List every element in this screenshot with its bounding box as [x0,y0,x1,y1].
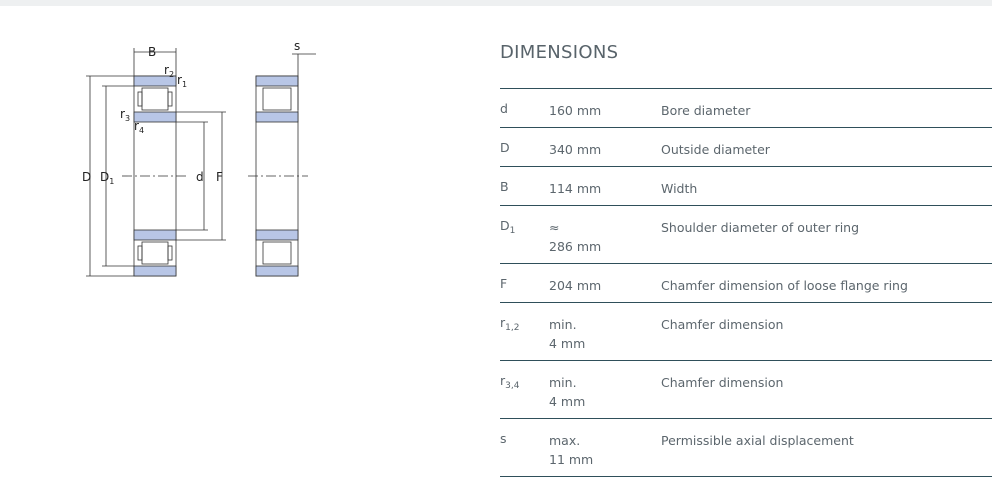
table-row [500,89,992,128]
dimensions-section [500,38,992,477]
top-bar [0,0,992,6]
row-amount: 4 mm [549,336,586,351]
r-roller-top [263,88,291,110]
row-amount: 160 mm [549,103,602,118]
row-value [549,89,661,128]
row-value [549,264,661,303]
bearing-cross-section-svg [60,30,360,300]
row-description: Outside diameter [661,128,992,167]
row-qualifier: max. [549,433,581,448]
table-row [500,264,992,303]
inner-ring-top [134,112,176,122]
row-value [549,361,661,419]
row-description: Bore diameter [661,89,992,128]
row-value [549,167,661,206]
roller-bottom [142,242,168,264]
outer-ring-bottom [134,266,176,276]
r-inner-ring-bottom [256,230,298,240]
flange-tr [168,92,172,106]
row-value [549,303,661,361]
row-symbol: d [500,89,549,128]
table-row [500,206,992,264]
row-qualifier: min. [549,375,577,390]
row-value [549,419,661,477]
label-r3: $r_3$ [120,107,131,123]
row-amount: 4 mm [549,394,586,409]
row-description: Chamfer dimension [661,361,992,419]
row-symbol: s [500,419,549,477]
row-amount: 204 mm [549,278,602,293]
row-amount: 286 mm [549,239,602,254]
table-row [500,303,992,361]
r-outer-ring-top [256,76,298,86]
row-symbol: $r_{1,2}$ [500,303,549,361]
row-description: Permissible axial displacement [661,419,992,477]
label-r1: $r_1$ [177,73,188,89]
bearing-drawing [60,30,360,300]
r-outer-ring-bottom [256,266,298,276]
row-qualifier: min. [549,317,577,332]
row-symbol: $r_{3,4}$ [500,361,549,419]
label-D1: $D_1$ [100,170,115,186]
row-symbol: $D_1$ [500,206,549,264]
label-r4: $r_4$ [134,119,145,135]
table-row [500,361,992,419]
section-title: DIMENSIONS [500,38,992,89]
label-B: B [148,45,157,59]
table-row [500,128,992,167]
row-description: Chamfer dimension [661,303,992,361]
inner-ring-bottom [134,230,176,240]
label-r2: $r_2$ [164,63,175,79]
flange-tl [138,92,142,106]
roller-top [142,88,168,110]
flange-bl [138,246,142,260]
label-F: F [216,170,223,184]
label-d: d [196,170,204,184]
row-description: Shoulder diameter of outer ring [661,206,992,264]
row-value [549,128,661,167]
row-amount: 11 mm [549,452,594,467]
r-roller-bottom [263,242,291,264]
row-description: Width [661,167,992,206]
table-row [500,419,992,477]
label-D: D [82,170,92,184]
table-row [500,167,992,206]
label-s: s [294,39,301,53]
row-description: Chamfer dimension of loose flange ring [661,264,992,303]
r-inner-ring-top [256,112,298,122]
row-symbol: B [500,167,549,206]
row-symbol: F [500,264,549,303]
row-amount: 114 mm [549,181,602,196]
row-qualifier: ≈ [549,220,560,235]
dimensions-table [500,89,992,477]
row-value [549,206,661,264]
row-symbol: D [500,128,549,167]
flange-br [168,246,172,260]
row-amount: 340 mm [549,142,602,157]
